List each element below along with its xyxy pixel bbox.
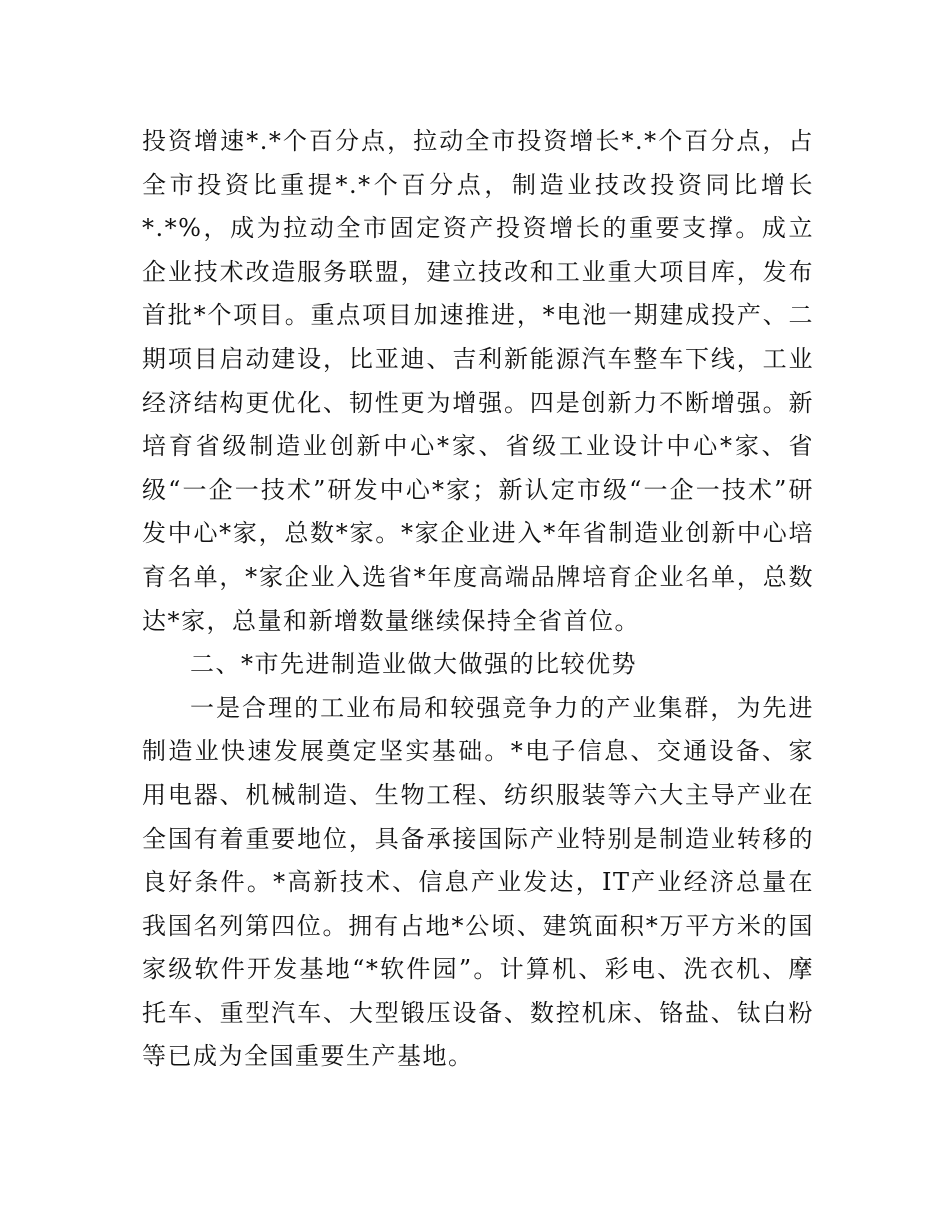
body-paragraph-1: 投资增速*.*个百分点，拉动全市投资增长*.*个百分点，占全市投资比重提*.*个百分点，制造业技改投资同比增长*.*%，成为拉动全市固定资产投资增长的重要支撑。成立企业技术改造服务联盟，建立技改和工业重大项目库，发布首批*个项目。重点项目加速推进，*电池一期建成投产、二期项目启动建设，比亚迪、吉利新能源汽车整车下线，工业经济结构更优化、韧性更为增强。四是创新力不断增强。新培育省级制造业创新中心*家、省级工业设计中心*家、省级“一企一技术”研发中心*家；新认定市级“一企一技术”研发中心*家，总数*家。*家企业进入*年省制造业创新中心培育名单，*家企业入选省*年度高端品牌培育企业名单，总数达*家，总量和新增数量继续保持全省首位。 — [142, 127, 814, 635]
body-paragraph-2: 一是合理的工业布局和较强竞争力的产业集群，为先进制造业快速发展奠定坚实基础。*电子信息、交通设备、家用电器、机械制造、生物工程、纺织服装等六大主导产业在全国有着重要地位，具备承接国际产业特别是制造业转移的良好条件。*高新技术、信息产业发达，IT产业经济总量在我国名列第四位。拥有占地*公顷、建筑面积*万平方米的国家级软件开发基地“*软件园”。计算机、彩电、洗衣机、摩托车、重型汽车、大型锻压设备、数控机床、铬盐、钛白粉等已成为全国重要生产基地。 — [142, 693, 814, 1071]
section-heading: 二、*市先进制造业做大做强的比较优势 — [190, 650, 637, 679]
document-body — [142, 120, 814, 1079]
